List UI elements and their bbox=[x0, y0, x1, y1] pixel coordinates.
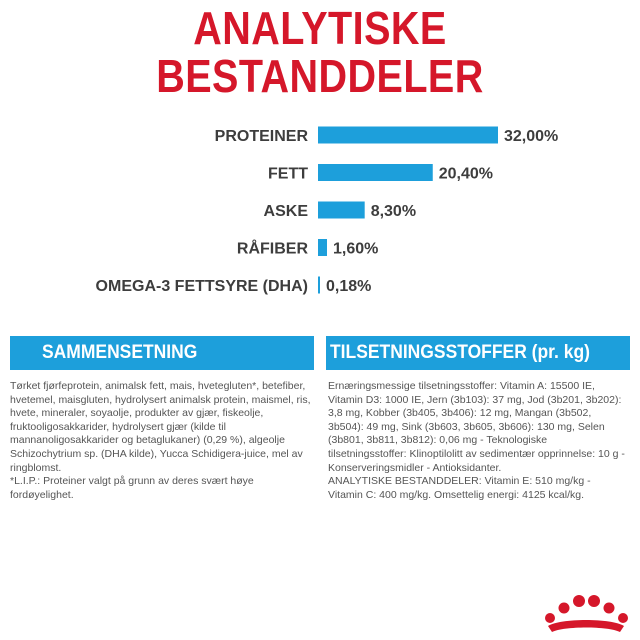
composition-paragraph: Tørket fjørfeprotein, animalsk fett, mais, hvetegluten*, betefiber, hvetemel, maisgluten, hydrolysert animalsk protein, maismel, ris, hvete, mineraler, soyaolje, produkter av gjær, fiskeolje, fruktooligosakkarider, hydrolysert gjær (kilde til mannanoligosakkarider og betaglukaner) (0,29 %), algeolje Schizochytrium sp. (DHA kilde), Yucca Schidigera-juice, mel av ringblomst. bbox=[10, 380, 311, 474]
additives-heading: TILSETNINGSSTOFFER (pr. kg) bbox=[326, 336, 630, 370]
category-label: PROTEINER bbox=[214, 128, 308, 145]
bar bbox=[318, 239, 327, 256]
value-label: 8,30% bbox=[370, 203, 417, 220]
composition-text bbox=[10, 380, 312, 502]
composition-heading: SAMMENSETNING bbox=[10, 336, 314, 370]
category-label: RÅFIBER bbox=[236, 240, 308, 258]
royal-canin-crown-logo-icon bbox=[538, 584, 634, 634]
value-label: 0,18% bbox=[326, 278, 372, 295]
category-label: OMEGA-3 FETTSYRE (DHA) bbox=[95, 278, 308, 295]
additives-paragraph: Ernæringsmessige tilsetningsstoffer: Vitamin A: 15500 IE, Vitamin D3: 1000 IE, Jern (3b103): 37 mg, Jod (3b201, 3b202): 3,8 mg, Kobber (3b405, 3b406): 12 mg, Mangan (3b502, 3b504): 49 mg, Sink (3b603, 3b605, 3b606): 130 mg, Selen (3b801, 3b811, 3b812): 0,06 mg - Teknologiske tilsetningsstoffer: Klinoptilolitt av sedimentær opprinnelse: 10 g - Konserveringsmidler - Antioksidanter. bbox=[328, 380, 625, 474]
page-title: ANALYTISKE BESTANDDELER bbox=[156, 2, 484, 102]
bar bbox=[318, 127, 498, 144]
composition-footnote: *L.I.P.: Proteiner valgt på grunn av deres svært høye fordøyelighet. bbox=[10, 475, 254, 501]
value-label: 20,40% bbox=[438, 165, 494, 183]
category-label: FETT bbox=[268, 165, 308, 183]
value-label: 1,60% bbox=[333, 240, 379, 258]
category-label: ASKE bbox=[263, 203, 308, 220]
additives-analytics: ANALYTISKE BESTANDDELER: Vitamin E: 510 mg/kg - Vitamin C: 400 mg/kg. Omsettelig energi: 4125 kcal/kg. bbox=[328, 475, 591, 501]
bar-chart bbox=[0, 118, 640, 318]
bar bbox=[318, 202, 365, 219]
value-label: 32,00% bbox=[504, 128, 559, 145]
additives-text bbox=[328, 380, 626, 502]
bar bbox=[318, 277, 320, 294]
bar bbox=[318, 164, 433, 181]
